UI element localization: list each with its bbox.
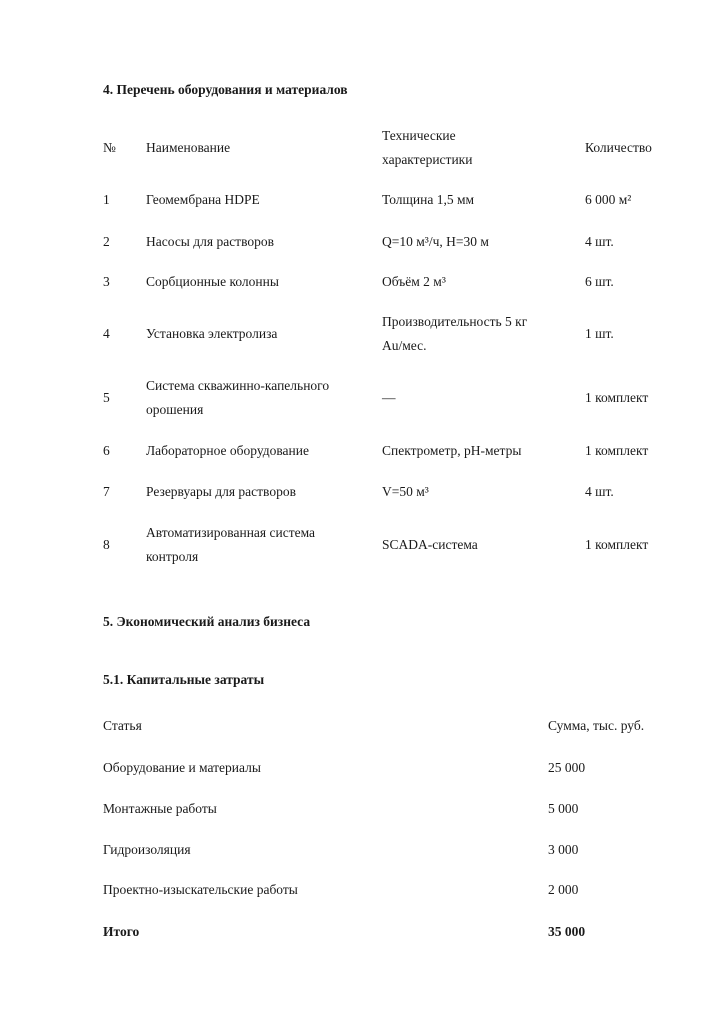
cell-name: Система скважинно-капельного орошения [146,378,330,417]
cell-qty: 4 шт. [585,234,614,249]
table-row [0,188,724,212]
header-cell-num: № [103,140,116,155]
cell-name: Лабораторное оборудование [146,443,309,458]
capital-costs-header [0,714,724,738]
table-row [0,374,724,422]
cell-spec: Производительность 5 кг Au/мес. [382,314,528,353]
table-row [0,878,724,902]
cell-num: 3 [103,274,110,289]
header-cell-name: Наименование [146,140,231,155]
equipment-table-header [0,124,724,172]
total-label: Итого [103,924,140,939]
table-row [0,838,724,862]
total-row [0,920,724,944]
section-5-1-heading: 5.1. Капитальные затраты [103,672,265,687]
cell-sum: 3 000 [548,842,579,857]
section-5-heading: 5. Экономический анализ бизнеса [103,614,311,629]
cell-item: Проектно-изыскательские работы [103,882,298,897]
cell-spec: Спектрометр, pH-метры [382,443,522,458]
cell-qty: 1 шт. [585,326,614,341]
cell-qty: 1 комплект [585,537,649,552]
cell-num: 5 [103,390,110,405]
table-row [0,756,724,780]
table-row [0,521,724,569]
cell-num: 8 [103,537,110,552]
total-sum: 35 000 [548,924,586,939]
cell-num: 6 [103,443,110,458]
cell-spec: SCADA-система [382,537,478,552]
header-cell-spec: Технические характеристики [382,128,473,167]
table-row [0,439,724,463]
cell-qty: 1 комплект [585,443,649,458]
table-row [0,310,724,358]
table-row [0,797,724,821]
cell-sum: 5 000 [548,801,579,816]
cell-num: 7 [103,484,110,499]
cell-num: 1 [103,192,110,207]
cell-name: Установка электролиза [146,326,278,341]
section-4-heading: 4. Перечень оборудования и материалов [103,82,348,97]
table-row [0,230,724,254]
cell-name: Насосы для растворов [146,234,274,249]
cell-item: Монтажные работы [103,801,217,816]
cell-name: Автоматизированная система контроля [146,525,316,564]
cell-spec: Толщина 1,5 мм [382,192,475,207]
cell-name: Геомембрана HDPE [146,192,260,207]
cell-spec: Q=10 м³/ч, H=30 м [382,234,489,249]
header-cell-sum: Сумма, тыс. руб. [548,718,645,733]
cell-num: 4 [103,326,110,341]
cell-num: 2 [103,234,110,249]
cell-sum: 25 000 [548,760,586,775]
cell-name: Сорбционные колонны [146,274,279,289]
cell-spec: — [382,390,396,405]
cell-qty: 1 комплект [585,390,649,405]
cell-spec: Объём 2 м³ [382,274,446,289]
header-cell-item: Статья [103,718,142,733]
cell-sum: 2 000 [548,882,579,897]
cell-item: Оборудование и материалы [103,760,261,775]
table-row [0,270,724,294]
cell-qty: 6 шт. [585,274,614,289]
cell-name: Резервуары для растворов [146,484,296,499]
cell-spec: V=50 м³ [382,484,429,499]
cell-qty: 4 шт. [585,484,614,499]
cell-item: Гидроизоляция [103,842,191,857]
cell-qty: 6 000 м² [585,192,632,207]
table-row [0,480,724,504]
header-cell-qty: Количество [585,140,652,155]
